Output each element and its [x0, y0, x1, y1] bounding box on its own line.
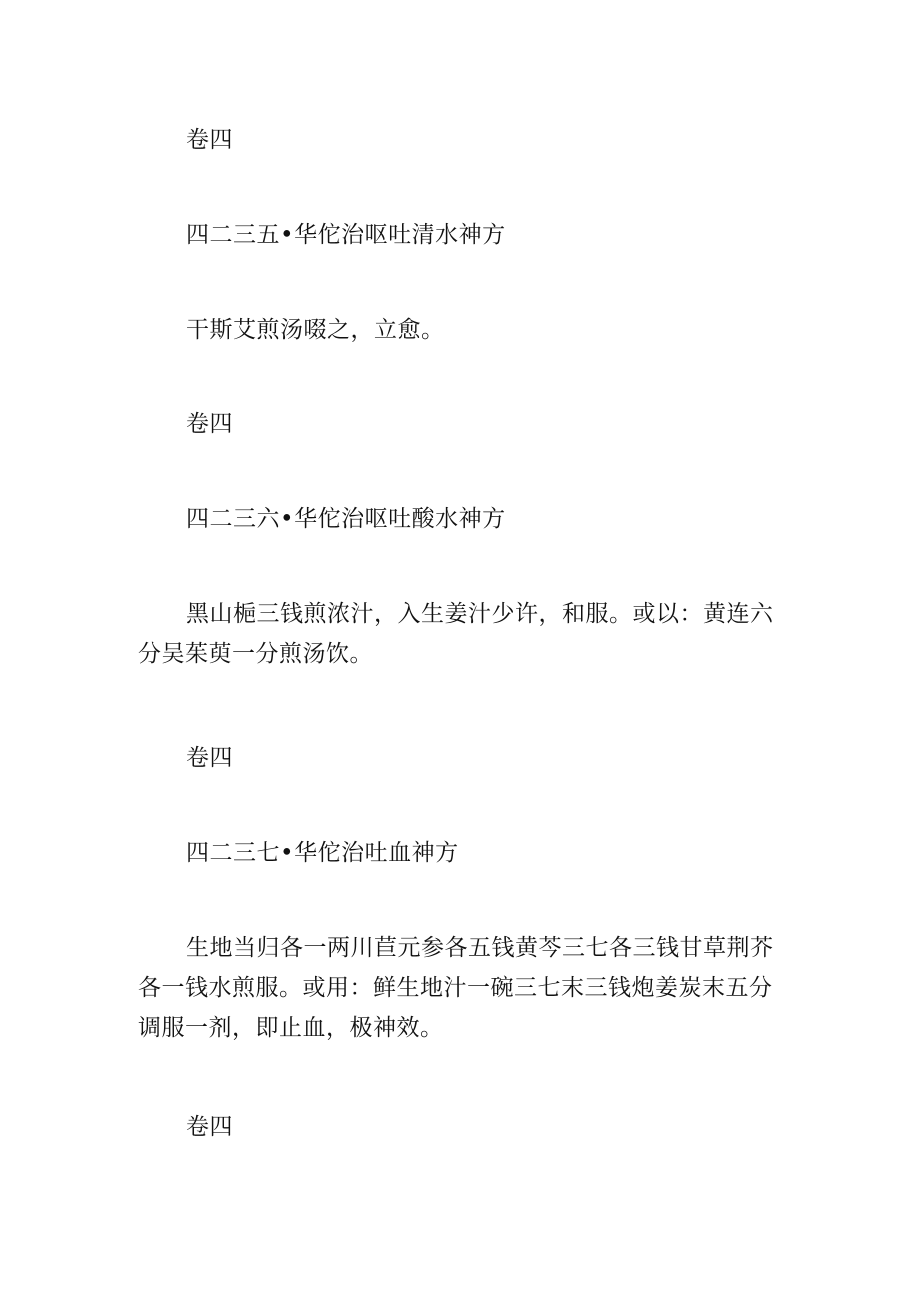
- volume-label: 卷四: [186, 1114, 233, 1140]
- recipe-body: 生地当归各一两川苣元参各五钱黄芩三七各三钱甘草荆芥各一钱水煎服。或用：鲜生地汁一碗三七末三钱炮姜炭末五分调服一剂，即止血，极神效。: [138, 935, 774, 1041]
- recipe-body: 黑山梔三钱煎浓汁，入生姜汁少许，和服。或以：黄连六分吴茱萸一分煎汤饮。: [138, 601, 774, 667]
- recipe-heading: 四二三五•华佗治呕吐清水神方: [186, 222, 506, 248]
- volume-label: 卷四: [186, 745, 233, 771]
- recipe-heading: 四二三七•华佗治吐血神方: [186, 840, 459, 866]
- recipe-body: 干斯艾煎汤啜之，立愈。: [186, 317, 445, 343]
- volume-label: 卷四: [186, 411, 233, 437]
- volume-label: 卷四: [186, 127, 233, 153]
- recipe-heading: 四二三六•华佗治呕吐酸水神方: [186, 506, 506, 532]
